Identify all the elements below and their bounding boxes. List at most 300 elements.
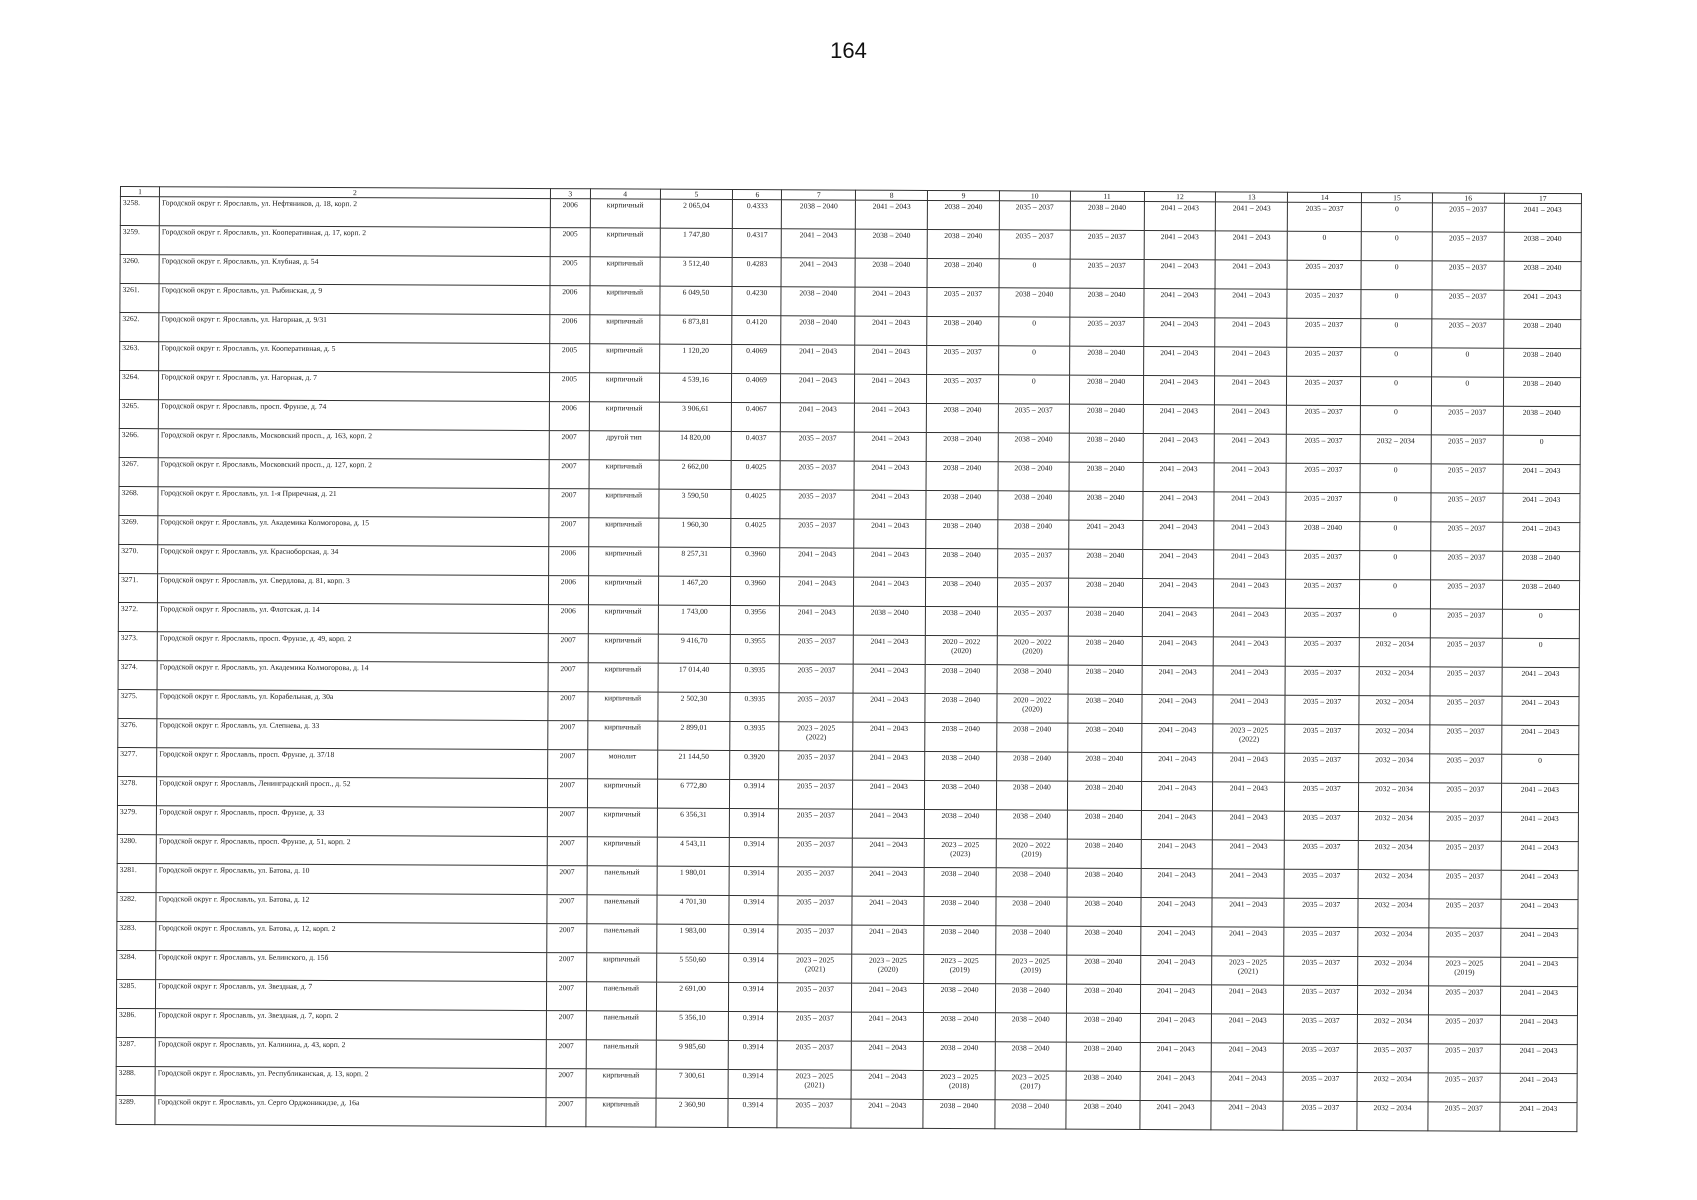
table-cell: 0 — [1361, 348, 1432, 377]
table-cell: 2038 – 2040 — [995, 1013, 1066, 1042]
table-cell: 2035 – 2037 — [1286, 608, 1360, 637]
table-cell: 0.3914 — [730, 779, 779, 808]
table-cell: 3278. — [117, 776, 156, 805]
table-cell: 2041 – 2043 — [1140, 1013, 1212, 1042]
table-cell: 2035 – 2037 — [1283, 1072, 1357, 1101]
table-cell: 0.3956 — [731, 605, 780, 634]
column-header: 2 — [160, 187, 551, 199]
table-cell: 2035 – 2037 — [998, 404, 1069, 433]
table-cell: 2041 – 2043 — [1214, 492, 1286, 521]
table-cell: 0.3935 — [730, 663, 779, 692]
table-cell: 2038 – 2040 — [1069, 462, 1143, 491]
table-cell: 2006 — [548, 547, 588, 576]
table-cell: кирпичный — [590, 344, 660, 373]
table-cell: 2023 – 2025 (2022) — [1213, 724, 1285, 753]
table-cell: 2035 – 2037 — [778, 867, 852, 896]
table-cell: 21 144,50 — [657, 750, 730, 779]
table-cell: Городской округ г. Ярославль, ул. Академика Колмогорова, д. 14 — [157, 661, 548, 692]
table-cell: 14 820,00 — [659, 431, 732, 460]
table-cell: 2035 – 2037 — [1070, 230, 1144, 259]
table-cell: 2041 – 2043 — [851, 1099, 923, 1128]
table-cell: 2032 – 2034 — [1358, 841, 1429, 870]
table-cell: 2007 — [546, 1011, 586, 1040]
table-cell: Городской округ г. Ярославль, просп. Фрунзе, д. 49, корп. 2 — [157, 632, 548, 663]
table-cell: 3288. — [116, 1066, 155, 1095]
table-cell: 17 014,40 — [658, 663, 731, 692]
table-cell: 2041 – 2043 — [1141, 781, 1213, 810]
table-cell: 2041 – 2043 — [1212, 927, 1284, 956]
table-cell: 3266. — [119, 428, 158, 457]
table-cell: монолит — [588, 750, 658, 779]
table-cell: 2038 – 2040 — [1067, 752, 1141, 781]
table-cell: 9 985,60 — [656, 1040, 729, 1069]
table-cell: 0 — [1431, 377, 1503, 406]
table-cell: кирпичный — [589, 460, 659, 489]
table-cell: 2041 – 2043 — [1501, 725, 1578, 754]
table-cell: 0 — [1502, 609, 1579, 638]
table-cell: 2038 – 2040 — [1069, 404, 1143, 433]
table-cell: панельный — [587, 866, 657, 895]
table-cell: 2038 – 2040 — [995, 984, 1066, 1013]
table-cell: 2041 – 2043 — [852, 983, 924, 1012]
table-cell: 2035 – 2037 — [1284, 956, 1358, 985]
table-cell: 2035 – 2037 — [1429, 812, 1501, 841]
table-cell: 2041 – 2043 — [780, 548, 854, 577]
table-cell: 2038 – 2040 — [996, 868, 1067, 897]
table-cell: 4 701,30 — [656, 895, 729, 924]
table-cell: 2041 – 2043 — [1141, 897, 1213, 926]
table-cell: 0 — [1361, 290, 1432, 319]
table-cell: кирпичный — [587, 779, 657, 808]
table-cell: Городской округ г. Ярославль, ул. Батова, д. 12, корп. 2 — [156, 922, 547, 953]
table-cell: 0.4317 — [733, 228, 782, 257]
table-cell: 2041 – 2043 — [1216, 231, 1288, 260]
table-cell: 1 983,00 — [656, 924, 729, 953]
table-cell: панельный — [586, 982, 656, 1011]
table-cell: 2035 – 2037 — [1432, 319, 1504, 348]
table-cell: 2035 – 2037 — [1285, 724, 1359, 753]
table-cell: 2032 – 2034 — [1357, 1102, 1428, 1131]
table-cell: 2038 – 2040 — [924, 896, 996, 925]
table-cell: 2035 – 2037 — [1284, 898, 1358, 927]
table-cell: 2038 – 2040 — [1067, 781, 1141, 810]
table-cell: 0.4283 — [732, 257, 781, 286]
table-cell: 2 899,01 — [657, 721, 730, 750]
table-cell: 2038 – 2040 — [855, 258, 927, 287]
table-cell: 2041 – 2043 — [1500, 1073, 1577, 1102]
table-cell: 1 980,01 — [657, 866, 730, 895]
table-cell: 2007 — [546, 982, 586, 1011]
table-cell: 2038 – 2040 — [1504, 261, 1581, 290]
table-cell: 2038 – 2040 — [1503, 319, 1580, 348]
table-cell: 2038 – 2040 — [923, 1099, 995, 1128]
table-cell: 3274. — [118, 660, 157, 689]
table-cell: 6 873,81 — [659, 315, 732, 344]
table-cell: 3283. — [117, 921, 156, 950]
table-cell: 2041 – 2043 — [1215, 405, 1287, 434]
table-cell: 2038 – 2040 — [925, 751, 997, 780]
table-cell: Городской округ г. Ярославль, ул. Корабельная, д. 30а — [157, 690, 548, 721]
table-cell: кирпичный — [588, 576, 658, 605]
table-cell: Городской округ г. Ярославль, просп. Фрунзе, д. 33 — [156, 806, 547, 837]
table-cell: 2007 — [547, 866, 587, 895]
table-cell: 2038 – 2040 — [924, 925, 996, 954]
table-cell: 2041 – 2043 — [1212, 898, 1284, 927]
table-cell: 2038 – 2040 — [1286, 521, 1360, 550]
table-cell: 2041 – 2043 — [1503, 464, 1580, 493]
table-cell: Городской округ г. Ярославль, просп. Фрунзе, д. 37/18 — [157, 748, 548, 779]
table-cell: 2041 – 2043 — [1143, 434, 1215, 463]
table-cell: 2035 – 2037 — [1430, 580, 1502, 609]
table-cell: 2041 – 2043 — [1211, 1072, 1283, 1101]
table-cell: 2041 – 2043 — [1142, 550, 1214, 579]
table-cell: 0.3914 — [730, 837, 779, 866]
table-cell: кирпичный — [590, 228, 660, 257]
table-cell: Городской округ г. Ярославль, ул. Кооперативная, д. 5 — [159, 342, 550, 373]
table-cell: 0.4333 — [733, 199, 782, 228]
table-body — [116, 197, 1582, 1132]
table-cell: 2032 – 2034 — [1360, 435, 1431, 464]
table-cell: 3282. — [117, 892, 156, 921]
table-cell: 2006 — [548, 605, 588, 634]
table-cell: 2041 – 2043 — [853, 693, 925, 722]
table-cell: 2041 – 2043 — [854, 461, 926, 490]
table-cell: 2038 – 2040 — [924, 809, 996, 838]
table-cell: 2041 – 2043 — [1214, 550, 1286, 579]
table-cell: 0 — [1359, 609, 1430, 638]
table-cell: 3271. — [118, 573, 157, 602]
table-cell: 2041 – 2043 — [852, 867, 924, 896]
table-cell: 2038 – 2040 — [1067, 810, 1141, 839]
table-cell: кирпичный — [590, 315, 660, 344]
table-cell: 2007 — [547, 837, 587, 866]
column-header: 9 — [928, 190, 1000, 200]
table-cell: 2035 – 2037 — [1431, 464, 1503, 493]
table-cell: 2035 – 2037 — [778, 896, 852, 925]
table-cell: 2005 — [550, 257, 590, 286]
table-cell: 1 120,20 — [659, 344, 732, 373]
table-cell: 2041 – 2043 — [1142, 665, 1214, 694]
table-cell: Городской округ г. Ярославль, ул. Клубная, д. 54 — [159, 255, 550, 286]
table-cell: 2041 – 2043 — [1215, 376, 1287, 405]
table-cell: 2035 – 2037 — [780, 490, 854, 519]
table-cell: 9 416,70 — [658, 634, 731, 663]
column-header: 8 — [856, 190, 928, 200]
table-cell: Городской округ г. Ярославль, ул. Звездная, д. 7 — [156, 980, 547, 1011]
table-cell: 2041 – 2043 — [1211, 1101, 1283, 1130]
table-cell: 2038 – 2040 — [926, 403, 998, 432]
table-cell: 2023 – 2025 (2021) — [777, 1070, 851, 1099]
table-cell: 2038 – 2040 — [1068, 636, 1142, 665]
table-cell: 2035 – 2037 — [781, 432, 855, 461]
table-cell: 2041 – 2043 — [853, 838, 925, 867]
table-cell: 2038 – 2040 — [781, 287, 855, 316]
table-cell: 2023 – 2025 (2021) — [778, 954, 852, 983]
table-cell: 3268. — [119, 486, 158, 515]
table-cell: 2041 – 2043 — [1504, 203, 1581, 232]
table-cell: 4 539,16 — [659, 373, 732, 402]
table-cell: 2038 – 2040 — [996, 781, 1067, 810]
table-cell: 2035 – 2037 — [927, 374, 999, 403]
table-cell: 0.4025 — [731, 489, 780, 518]
table-cell: 3269. — [119, 515, 158, 544]
column-header: 10 — [999, 191, 1070, 201]
table-cell: 0 — [1360, 493, 1431, 522]
table-cell: 2041 – 2043 — [1140, 1100, 1212, 1129]
table-cell: 2038 – 2040 — [1069, 433, 1143, 462]
table-cell: 2038 – 2040 — [926, 490, 998, 519]
table-cell: 2038 – 2040 — [1068, 578, 1142, 607]
table-cell: 0 — [999, 317, 1070, 346]
table-cell: 2041 – 2043 — [1214, 579, 1286, 608]
table-cell: 2035 – 2037 — [1432, 203, 1504, 232]
table-cell: 2041 – 2043 — [782, 229, 856, 258]
table-cell: 2 360,90 — [655, 1098, 728, 1127]
table-cell: 2038 – 2040 — [924, 983, 996, 1012]
table-cell: 2035 – 2037 — [1431, 493, 1503, 522]
table-cell: 2038 – 2040 — [927, 258, 999, 287]
table-cell: 2035 – 2037 — [777, 1099, 851, 1128]
table-cell: 2041 – 2043 — [855, 287, 927, 316]
table-cell: 2038 – 2040 — [925, 693, 997, 722]
table-cell: 3289. — [116, 1095, 155, 1124]
table-cell: 2041 – 2043 — [1215, 347, 1287, 376]
table-cell: 0.3914 — [729, 982, 778, 1011]
table-cell: 0.4069 — [732, 373, 781, 402]
table-cell: 2041 – 2043 — [1212, 985, 1284, 1014]
table-cell: 2035 – 2037 — [1287, 260, 1361, 289]
table-cell: 0.3914 — [729, 1011, 778, 1040]
table-cell: 2007 — [547, 721, 587, 750]
table-cell: 2007 — [547, 895, 587, 924]
table-cell: 2032 – 2034 — [1359, 696, 1430, 725]
table-cell: 2020 – 2022 (2020) — [925, 635, 997, 664]
document-sheet — [115, 186, 1582, 1118]
table-cell: 2035 – 2037 — [1284, 840, 1358, 869]
table-cell: 2032 – 2034 — [1359, 667, 1430, 696]
table-cell: 2035 – 2037 — [1284, 985, 1358, 1014]
table-cell: 2041 – 2043 — [1141, 839, 1213, 868]
table-cell: 2038 – 2040 — [1503, 406, 1580, 435]
table-cell: кирпичный — [588, 692, 658, 721]
table-cell: 2035 – 2037 — [779, 664, 853, 693]
table-cell: 2038 – 2040 — [1068, 694, 1142, 723]
table-cell: 2041 – 2043 — [854, 635, 926, 664]
table-cell: 0 — [1501, 754, 1578, 783]
table-cell: 2035 – 2037 — [1284, 869, 1358, 898]
table-cell: 0.3960 — [731, 547, 780, 576]
table-cell: 1 467,20 — [658, 576, 731, 605]
table-cell: кирпичный — [588, 663, 658, 692]
table-cell: 2035 – 2037 — [998, 549, 1069, 578]
table-cell: 2035 – 2037 — [778, 925, 852, 954]
table-cell: 2041 – 2043 — [853, 780, 925, 809]
table-cell: 2038 – 2040 — [923, 1012, 995, 1041]
table-cell: 2041 – 2043 — [1142, 579, 1214, 608]
table-cell: 2038 – 2040 — [995, 1100, 1066, 1129]
table-cell: 2032 – 2034 — [1358, 812, 1429, 841]
table-cell: 2007 — [547, 808, 587, 837]
table-cell: 2041 – 2043 — [1214, 608, 1286, 637]
table-cell: кирпичный — [586, 1098, 656, 1127]
column-header: 4 — [590, 189, 660, 199]
table-cell: 2032 – 2034 — [1358, 899, 1429, 928]
table-cell: 0.4025 — [731, 460, 780, 489]
table-cell: 5 356,10 — [656, 1011, 729, 1040]
table-cell: кирпичный — [589, 402, 659, 431]
table-cell: 0.3914 — [729, 1040, 778, 1069]
table-cell: 0 — [1360, 580, 1431, 609]
table-cell: 2006 — [548, 576, 588, 605]
table-cell: 2038 – 2040 — [923, 1041, 995, 1070]
table-cell: 2006 — [549, 315, 589, 344]
table-cell: 2041 – 2043 — [1142, 492, 1214, 521]
table-cell: 2035 – 2037 — [1431, 435, 1503, 464]
table-cell: 2023 – 2025 (2020) — [852, 954, 924, 983]
table-cell: 2035 – 2037 — [1286, 492, 1360, 521]
table-cell: 2041 – 2043 — [853, 809, 925, 838]
table-cell: 2035 – 2037 — [1429, 899, 1501, 928]
table-cell: панельный — [586, 1011, 656, 1040]
table-cell: 2041 – 2043 — [852, 896, 924, 925]
table-cell: панельный — [586, 1040, 656, 1069]
table-cell: 2038 – 2040 — [926, 577, 998, 606]
table-cell: 2005 — [549, 344, 589, 373]
table-cell: 2038 – 2040 — [1066, 1100, 1140, 1129]
table-cell: 2038 – 2040 — [927, 200, 999, 229]
column-header: 15 — [1362, 193, 1433, 203]
table-cell: 2041 – 2043 — [1214, 521, 1286, 550]
table-cell: 2041 – 2043 — [855, 403, 927, 432]
table-cell: 2041 – 2043 — [1140, 1042, 1212, 1071]
table-cell: 3279. — [117, 805, 156, 834]
table-cell: Городской округ г. Ярославль, ул. Флотская, д. 14 — [157, 603, 548, 634]
table-cell: панельный — [587, 924, 657, 953]
table-cell: 0.4069 — [732, 344, 781, 373]
table-cell: 3260. — [120, 255, 159, 284]
table-cell: 2041 – 2043 — [1502, 667, 1579, 696]
table-cell: 0.3960 — [731, 576, 780, 605]
table-cell: 2035 – 2037 — [1286, 579, 1360, 608]
table-cell: 2038 – 2040 — [925, 664, 997, 693]
table-cell: 2035 – 2037 — [780, 635, 854, 664]
table-cell: 2041 – 2043 — [1502, 522, 1579, 551]
table-cell: 0 — [1360, 406, 1431, 435]
table-cell: 7 300,61 — [656, 1069, 729, 1098]
table-cell: 0.3955 — [731, 634, 780, 663]
table-cell: 2041 – 2043 — [1140, 984, 1212, 1013]
column-header: 11 — [1070, 191, 1144, 201]
table-cell: 2038 – 2040 — [1069, 375, 1143, 404]
table-cell: 6 049,50 — [659, 286, 732, 315]
table-cell: кирпичный — [589, 489, 659, 518]
table-cell: 2041 – 2043 — [1143, 318, 1215, 347]
table-cell: Городской округ г. Ярославль, ул. Кооперативная, д. 17, корп. 2 — [159, 226, 550, 257]
table-cell: 2038 – 2040 — [927, 229, 999, 258]
table-cell: 2035 – 2037 — [1285, 753, 1359, 782]
table-cell: 3259. — [120, 226, 159, 255]
table-cell: 2032 – 2034 — [1357, 1015, 1428, 1044]
table-cell: 3267. — [119, 457, 158, 486]
table-cell: 2007 — [546, 924, 586, 953]
table-cell: 2041 – 2043 — [1143, 289, 1215, 318]
table-cell: 2041 – 2043 — [781, 345, 855, 374]
table-cell: 2041 – 2043 — [854, 490, 926, 519]
table-cell: 2041 – 2043 — [1212, 1014, 1284, 1043]
table-cell: 2023 – 2025 (2019) — [924, 954, 996, 983]
table-cell: 0.3914 — [729, 924, 778, 953]
table-cell: 2041 – 2043 — [1143, 347, 1215, 376]
table-cell: 2041 – 2043 — [1215, 289, 1287, 318]
table-cell: 2041 – 2043 — [1500, 1102, 1577, 1131]
table-cell: кирпичный — [586, 1069, 656, 1098]
table-cell: Городской округ г. Ярославль, ул. Белинского, д. 15б — [156, 951, 547, 982]
table-cell: 2035 – 2037 — [1428, 1015, 1500, 1044]
table-cell: Городской округ г. Ярославль, Московский просп., д. 127, корп. 2 — [158, 458, 549, 489]
table-cell: 2038 – 2040 — [998, 520, 1069, 549]
table-cell: 2041 – 2043 — [853, 722, 925, 751]
table-cell: 2035 – 2037 — [1286, 463, 1360, 492]
table-cell: кирпичный — [587, 953, 657, 982]
table-cell: 2041 – 2043 — [855, 345, 927, 374]
table-cell: 2041 – 2043 — [855, 432, 927, 461]
table-cell: 2007 — [548, 518, 588, 547]
table-cell: 2035 – 2037 — [1432, 290, 1504, 319]
table-cell: 3280. — [117, 834, 156, 863]
table-cell: 3273. — [118, 631, 157, 660]
table-cell: Городской округ г. Ярославль, ул. Красноборская, д. 34 — [158, 545, 549, 576]
table-cell: 2035 – 2037 — [1285, 666, 1359, 695]
table-cell: 2035 – 2037 — [1283, 1101, 1357, 1130]
table-cell: 2038 – 2040 — [997, 752, 1068, 781]
table-cell: 0.4037 — [732, 431, 781, 460]
table-cell: кирпичный — [589, 547, 659, 576]
table-cell: 2035 – 2037 — [1430, 609, 1502, 638]
table-cell: 2041 – 2043 — [1501, 870, 1578, 899]
table-cell: 2041 – 2043 — [781, 403, 855, 432]
table-cell: 4 543,11 — [657, 837, 730, 866]
table-cell: 2035 – 2037 — [1357, 1044, 1428, 1073]
table-cell: 2032 – 2034 — [1359, 638, 1430, 667]
table-cell: 2038 – 2040 — [925, 606, 997, 635]
table-cell: 2041 – 2043 — [1500, 986, 1577, 1015]
table-cell: 0.4230 — [732, 286, 781, 315]
table-cell: 2038 – 2040 — [925, 722, 997, 751]
table-cell: 3262. — [120, 313, 159, 342]
table-cell: 2035 – 2037 — [1429, 928, 1501, 957]
table-cell: Городской округ г. Ярославль, ул. Батова, д. 12 — [156, 893, 547, 924]
table-cell: 0.3935 — [730, 721, 779, 750]
table-cell: 2038 – 2040 — [1068, 607, 1142, 636]
table-cell: 3286. — [116, 1008, 155, 1037]
table-cell: 2041 – 2043 — [1143, 376, 1215, 405]
table-cell: 2038 – 2040 — [856, 229, 928, 258]
table-cell: Городской округ г. Ярославль, ул. Серго Орджоникидзе, д. 16а — [155, 1096, 546, 1127]
table-cell: 2041 – 2043 — [1501, 841, 1578, 870]
table-cell: кирпичный — [587, 837, 657, 866]
table-cell: 2038 – 2040 — [1066, 926, 1140, 955]
table-cell: 2035 – 2037 — [1285, 811, 1359, 840]
table-cell: 2041 – 2043 — [1216, 202, 1288, 231]
table-cell: 2038 – 2040 — [998, 491, 1069, 520]
table-cell: 2041 – 2043 — [856, 200, 928, 229]
table-cell: 2005 — [549, 373, 589, 402]
table-cell: 1 747,80 — [660, 228, 733, 257]
column-header: 14 — [1288, 192, 1362, 202]
table-cell: 1 960,30 — [658, 518, 731, 547]
table-cell: 2041 – 2043 — [1215, 434, 1287, 463]
table-cell: 2023 – 2025 (2019) — [1428, 957, 1500, 986]
